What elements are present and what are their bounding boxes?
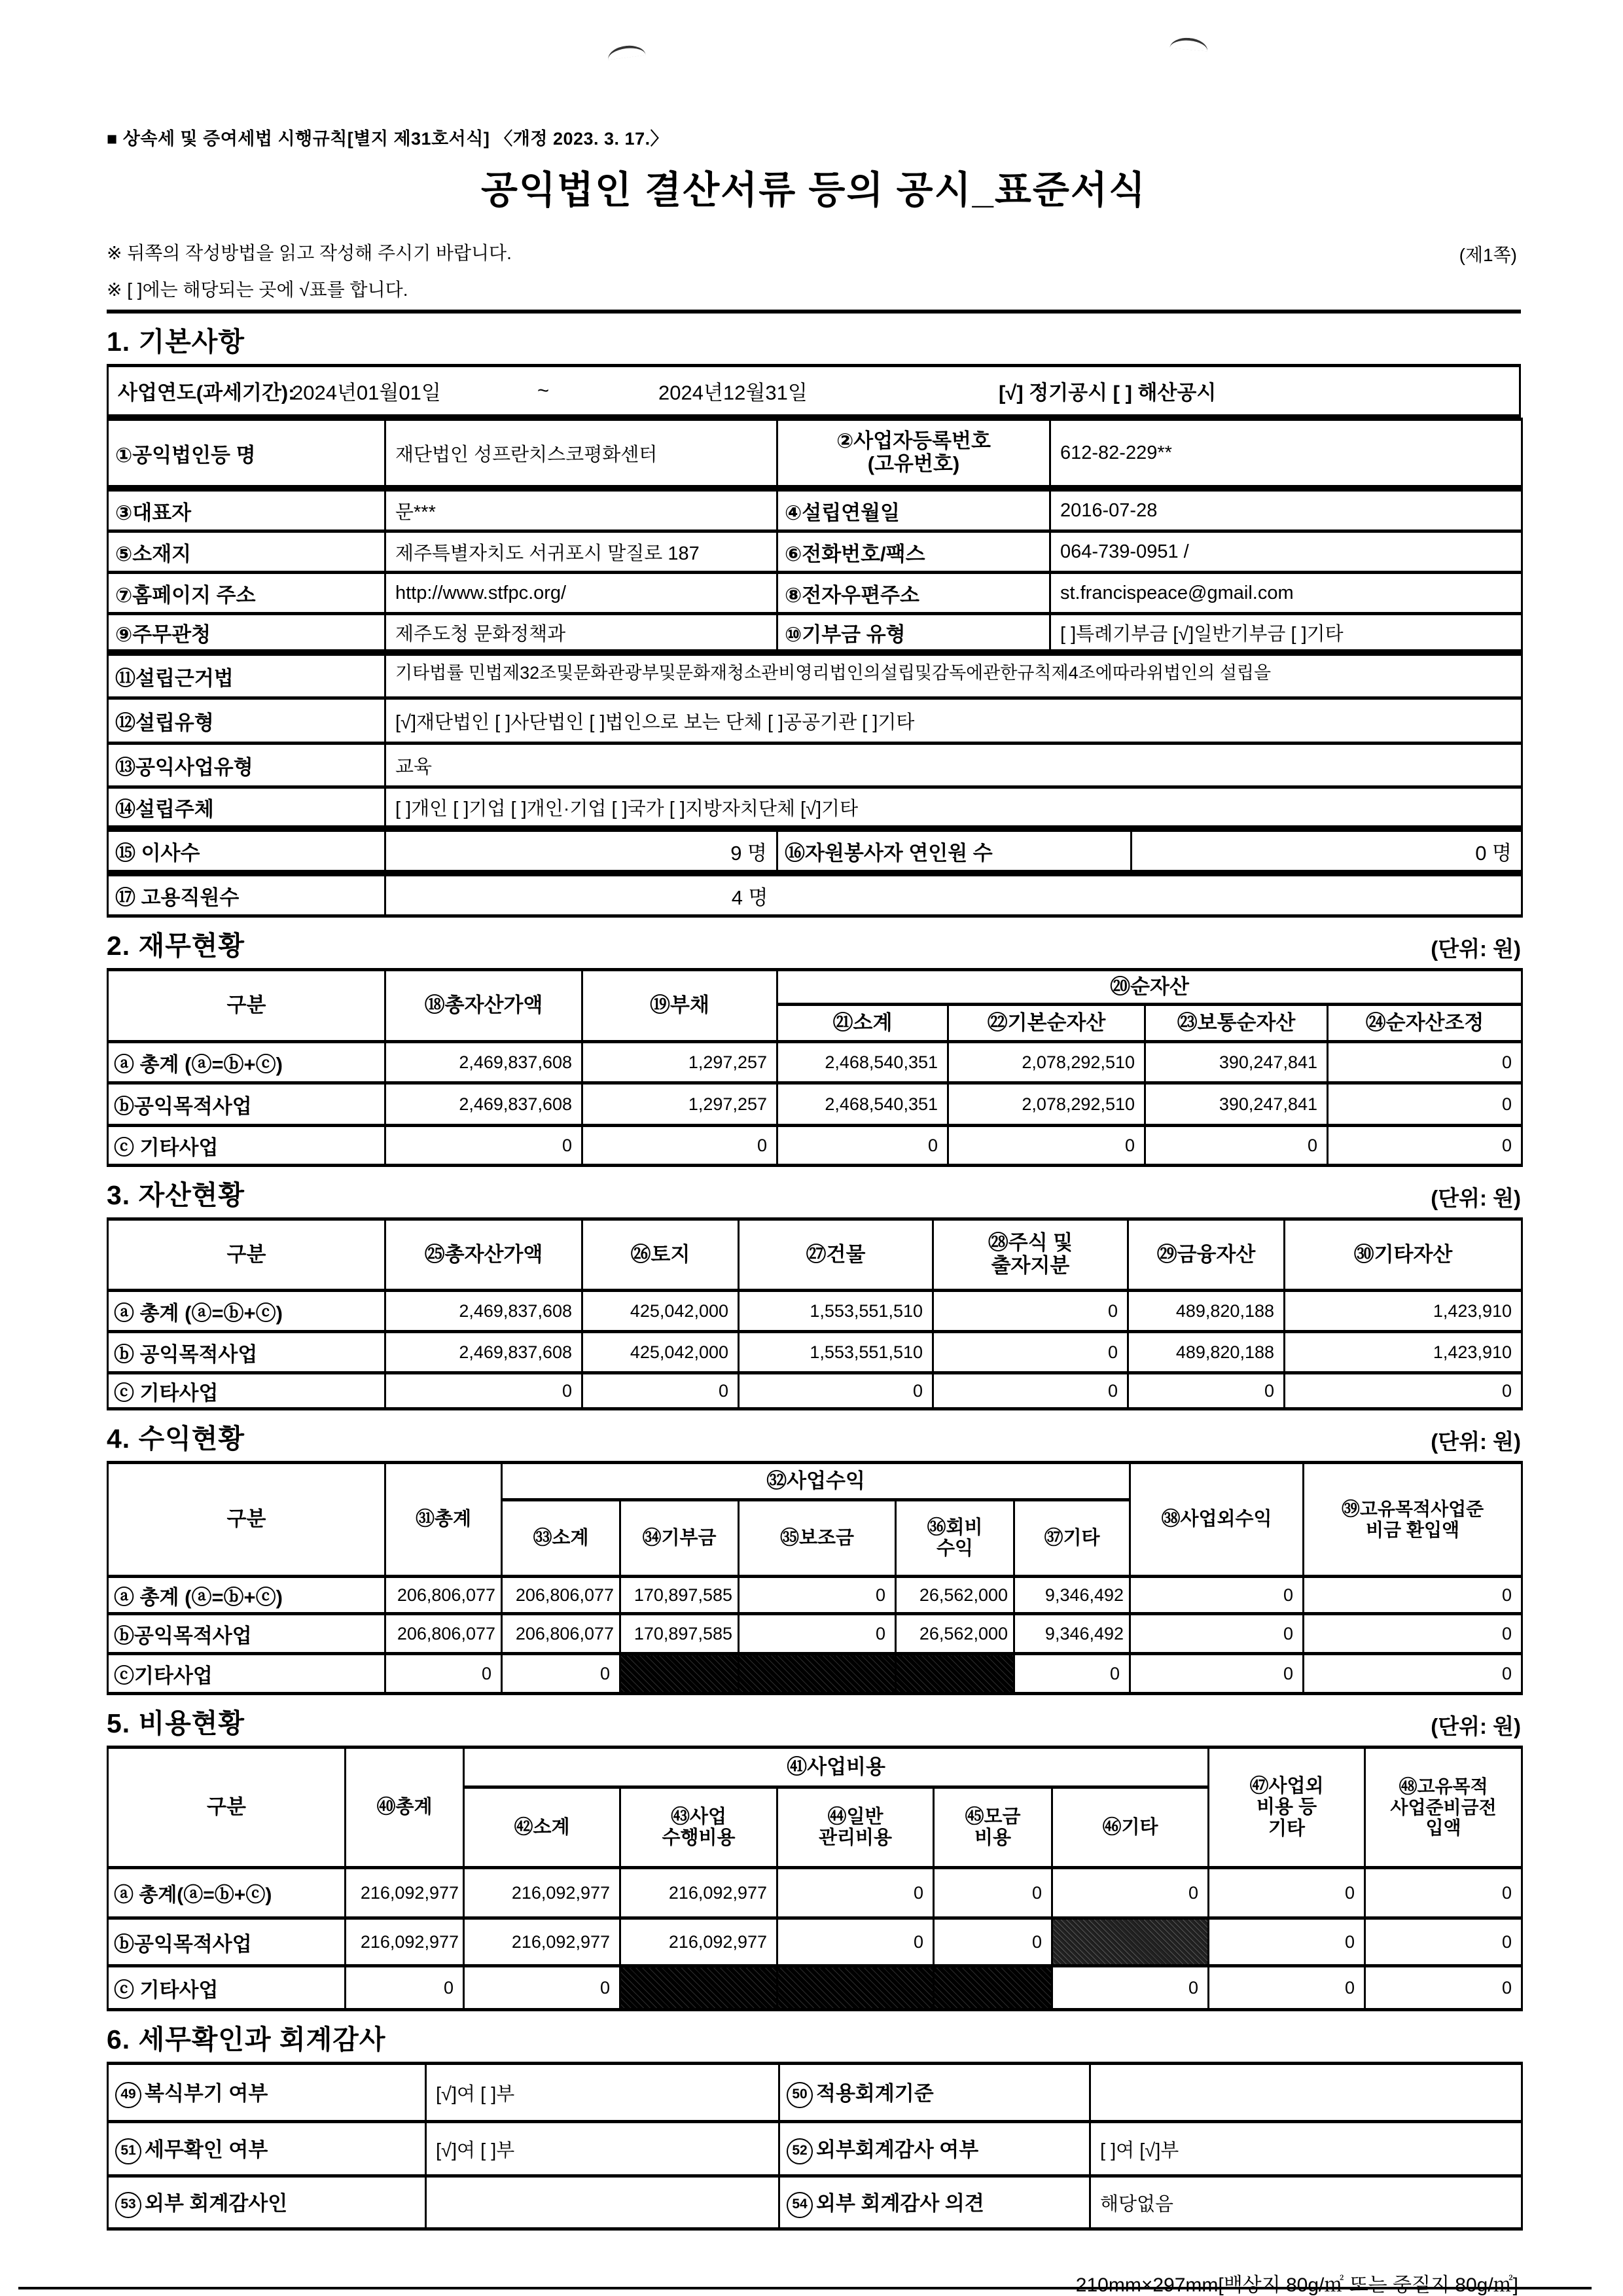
field-label: ③대표자 — [108, 490, 385, 531]
col-header-other: ㊻기타 — [1052, 1787, 1209, 1868]
label-line-2: 비용 등 — [1256, 1797, 1317, 1818]
field-value: 064-739-0951 / — [1050, 531, 1522, 573]
table-row — [108, 1042, 1522, 1083]
cell-value: 0 — [933, 1332, 1128, 1373]
label-line-3: 기타 — [1268, 1818, 1306, 1839]
cell-value: 0 — [1209, 1918, 1365, 1966]
section4-header — [107, 1417, 1521, 1456]
field-label: ⑨주무관청 — [108, 614, 385, 651]
col-header-non-business-expenses — [1209, 1748, 1365, 1868]
field-value-accounting-standard — [1090, 2064, 1522, 2122]
cell-value: 0 — [1052, 1868, 1209, 1918]
field-value-founder-type-checkboxes: [ ]개인 [ ]기업 [ ]개인·기업 [ ]국가 [ ]지방자치단체 [√]기타 — [385, 787, 1522, 827]
col-header-subtotal: ㉝소계 — [502, 1500, 620, 1577]
table-row — [108, 1614, 1522, 1654]
field-label-external-audit — [779, 2122, 1090, 2176]
col-header-subtotal: ㊷소계 — [464, 1787, 620, 1868]
field-label: ⑦홈페이지 주소 — [108, 573, 385, 614]
redacted-cell — [934, 1966, 1052, 2010]
label-line-1: ㊱회비 — [927, 1516, 983, 1538]
table-row — [108, 420, 1522, 487]
cell-value: 0 — [1014, 1654, 1130, 1694]
field-value-volunteers: 0 명 — [1132, 831, 1522, 872]
table-row — [108, 698, 1522, 744]
redacted-cell — [620, 1654, 739, 1694]
cell-value: 0 — [777, 1868, 934, 1918]
col-header-other-assets: ㉚기타자산 — [1285, 1219, 1522, 1291]
field-value: http://www.stfpc.org/ — [385, 573, 777, 614]
section4-unit-label: (단위: 원) — [1431, 1429, 1521, 1454]
table-row — [108, 1126, 1522, 1166]
cell-value: 170,897,585 — [620, 1577, 739, 1614]
period-start-date: 2024년01월01일 — [292, 381, 441, 404]
cell-value: 425,042,000 — [582, 1291, 739, 1332]
cell-value: 0 — [1130, 1614, 1304, 1654]
table-row — [108, 490, 1522, 531]
section3-table — [107, 1217, 1523, 1410]
cell-value: 0 — [1328, 1083, 1522, 1126]
cell-value: 216,092,977 — [620, 1918, 777, 1966]
field-label-volunteers: ⑯자원봉사자 연인원 수 — [777, 831, 1132, 872]
field-value: 제주특별자치도 서귀포시 말질로 187 — [385, 531, 777, 573]
circled-number: 54 — [787, 2192, 813, 2218]
field-value: 문*** — [385, 490, 777, 531]
label-line-3: 입액 — [1425, 1818, 1461, 1839]
cell-value: 216,092,977 — [346, 1918, 464, 1966]
cell-value: 0 — [1365, 1918, 1522, 1966]
cell-value: 9,346,492 — [1014, 1614, 1130, 1654]
label-line-2: (고유번호) — [867, 452, 960, 475]
cell-value: 0 — [777, 1126, 948, 1166]
empty-cell — [777, 875, 1522, 916]
col-header-building: ㉗건물 — [739, 1219, 933, 1291]
circled-number: 50 — [787, 2082, 813, 2108]
row-label: ⓒ 기타사업 — [108, 1966, 346, 2010]
cell-value: 206,806,077 — [385, 1614, 502, 1654]
row-label: ⓑ 공익목적사업 — [108, 1332, 385, 1373]
cell-value: 0 — [1285, 1373, 1522, 1409]
table-row — [108, 573, 1522, 614]
col-header-donations: ㉞기부금 — [620, 1500, 739, 1577]
label-line-1: ㊹일반 — [827, 1806, 883, 1827]
field-label-corp-name: ①공익법인등 명 — [108, 420, 385, 487]
row-label: ⓐ 총계 (ⓐ=ⓑ+ⓒ) — [108, 1577, 385, 1614]
cell-value: 1,553,551,510 — [739, 1291, 933, 1332]
disclosure-type-checkboxes: [√] 정기공시 [ ] 해산공시 — [999, 381, 1217, 404]
form-title: 공익법인 결산서류 등의 공시_표준서식 — [480, 169, 1147, 211]
col-header-membership-fees — [896, 1500, 1014, 1577]
field-label-text: 적용회계기준 — [816, 2082, 934, 2106]
cell-value: 390,247,841 — [1145, 1042, 1328, 1083]
circled-number: 51 — [115, 2138, 141, 2164]
section3-heading: 3. 자산현황 — [107, 1180, 245, 1210]
header-row — [108, 1748, 1522, 1787]
field-label: ⑬공익사업유형 — [108, 744, 385, 787]
row-label: ⓒ 기타사업 — [108, 1373, 385, 1409]
col-header-non-business-revenue: ㊳사업외수익 — [1130, 1463, 1304, 1577]
horizontal-rule — [107, 310, 1521, 314]
section1-pairs-table — [107, 488, 1523, 653]
label-line-1: ㊼사업외 — [1249, 1775, 1324, 1797]
cell-value: 390,247,841 — [1145, 1083, 1328, 1126]
section4-table — [107, 1461, 1523, 1695]
col-header-total-assets: ⑱총자산가액 — [385, 970, 582, 1042]
redacted-cell — [739, 1654, 896, 1694]
cell-value: 206,806,077 — [502, 1577, 620, 1614]
cell-value: 0 — [1130, 1654, 1304, 1694]
cell-value: 170,897,585 — [620, 1614, 739, 1654]
section2-table — [107, 968, 1523, 1167]
section1-employees-table — [107, 873, 1523, 918]
cell-value: 1,297,257 — [582, 1042, 777, 1083]
paper-spec-footer: 210mm×297mm[백상지 80g/㎡ 또는 중질지 80g/㎡] — [1075, 2274, 1518, 2296]
field-value-directors: 9 명 — [385, 831, 777, 872]
row-label: ⓒ 기타사업 — [108, 1126, 385, 1166]
row-label: ⓑ공익목적사업 — [108, 1083, 385, 1126]
header-row — [108, 970, 1522, 1005]
section1-period-table — [107, 364, 1521, 418]
label-line-2: 수익 — [936, 1538, 974, 1559]
section6-heading: 6. 세무확인과 회계감사 — [107, 2024, 386, 2054]
cell-value: 1,423,910 — [1285, 1332, 1522, 1373]
cell-value: 0 — [385, 1654, 502, 1694]
field-label-directors: ⑮ 이사수 — [108, 831, 385, 872]
col-header-fundraising-expenses — [934, 1787, 1052, 1868]
field-label: ⑧전자우편주소 — [777, 573, 1050, 614]
table-row — [108, 614, 1522, 651]
section1-header — [107, 320, 1521, 359]
cell-value: 2,468,540,351 — [777, 1042, 948, 1083]
field-label: ⑪설립근거법 — [108, 655, 385, 698]
label-line-1: ②사업자등록번호 — [836, 429, 991, 453]
col-header-other: ㊲기타 — [1014, 1500, 1130, 1577]
field-value-external-audit: [ ]여 [√]부 — [1090, 2122, 1522, 2176]
field-label-text: 세무확인 여부 — [145, 2138, 268, 2162]
cell-value: 0 — [582, 1373, 739, 1409]
col-header-subsidies: ㉟보조금 — [739, 1500, 896, 1577]
section1-row1-table — [107, 418, 1523, 488]
col-header-admin-expenses — [777, 1787, 934, 1868]
col-header-gubun: 구분 — [108, 970, 385, 1042]
cell-value: 425,042,000 — [582, 1332, 739, 1373]
cell-value: 0 — [933, 1373, 1128, 1409]
col-header-total: ㊵총계 — [346, 1748, 464, 1868]
cell-value: 0 — [1209, 1868, 1365, 1918]
section6-table — [107, 2062, 1523, 2231]
header-row — [108, 1463, 1522, 1500]
col-header-liabilities: ⑲부채 — [582, 970, 777, 1042]
section5-unit-label: (단위: 원) — [1431, 1714, 1521, 1738]
circled-number: 52 — [787, 2138, 813, 2164]
field-value: 2016-07-28 — [1050, 490, 1522, 531]
col-header-total: ㉛총계 — [385, 1463, 502, 1577]
col-header-land: ㉖토지 — [582, 1219, 739, 1291]
table-row — [108, 787, 1522, 827]
label-line-1: ㊴고유목적사업준 — [1341, 1499, 1484, 1520]
field-value-donation-type: [ ]특례기부금 [√]일반기부금 [ ]기타 — [1050, 614, 1522, 651]
cell-value: 9,346,492 — [1014, 1577, 1130, 1614]
field-label-text: 외부 회계감사인 — [145, 2192, 288, 2215]
regulation-note: ■ 상속세 및 증여세법 시행규칙[별지 제31호서식] 〈개정 2023. 3. 17.〉 — [107, 129, 669, 149]
field-label: ④설립연월일 — [777, 490, 1050, 531]
cell-value: 216,092,977 — [464, 1868, 620, 1918]
cell-value: 2,469,837,608 — [385, 1083, 582, 1126]
cell-value: 216,092,977 — [346, 1868, 464, 1918]
cell-value: 0 — [1145, 1126, 1328, 1166]
cell-value: 0 — [1328, 1042, 1522, 1083]
cell-value: 0 — [739, 1614, 896, 1654]
cell-value: 216,092,977 — [464, 1918, 620, 1966]
cell-value: 1,423,910 — [1285, 1291, 1522, 1332]
cell-value: 0 — [502, 1654, 620, 1694]
cell-value: 0 — [1328, 1126, 1522, 1166]
cell-value: 26,562,000 — [896, 1614, 1014, 1654]
label-line-2: 비금 환입액 — [1366, 1519, 1460, 1540]
section5-heading: 5. 비용현황 — [107, 1708, 245, 1738]
field-value-employees: 4 명 — [385, 875, 777, 916]
section5-table — [107, 1746, 1523, 2011]
field-label-audit-opinion — [779, 2176, 1090, 2229]
col-header-ordinary-net: ㉓보통순자산 — [1145, 1005, 1328, 1042]
row-label: ⓑ공익목적사업 — [108, 1614, 385, 1654]
field-value-corp-name: 재단법인 성프란치스코평화센터 — [385, 420, 777, 487]
cell-value: 0 — [1365, 1966, 1522, 2010]
label-line-2: 비용 — [974, 1827, 1012, 1848]
redacted-cell — [777, 1966, 934, 2010]
instruction-note-2: ※ [ ]에는 해당되는 곳에 √표를 합니다. — [107, 279, 408, 300]
row-label: ⓒ기타사업 — [108, 1654, 385, 1694]
instruction-note-1: ※ 뒤쪽의 작성방법을 읽고 작성해 주시기 바랍니다. — [107, 243, 512, 263]
field-value-double-entry: [√]여 [ ]부 — [426, 2064, 779, 2122]
field-label: ⑫설립유형 — [108, 698, 385, 744]
field-label-double-entry — [108, 2064, 426, 2122]
table-row — [108, 2064, 1522, 2122]
field-value-business-type: 교육 — [385, 744, 1522, 787]
cell-value: 0 — [1052, 1966, 1209, 2010]
cell-value: 2,078,292,510 — [948, 1042, 1145, 1083]
field-label-text: 외부 회계감사 의견 — [816, 2192, 984, 2215]
section1-counts-table — [107, 829, 1523, 873]
row-label: ⓑ공익목적사업 — [108, 1918, 346, 1966]
circled-number: 49 — [115, 2082, 141, 2108]
cell-value: 0 — [934, 1918, 1052, 1966]
form-content — [107, 0, 1521, 2296]
field-value-tax-confirmation: [√]여 [ ]부 — [426, 2122, 779, 2176]
cell-value: 0 — [464, 1966, 620, 2010]
section1-heading: 1. 기본사항 — [107, 327, 245, 357]
label-line-1: ㊽고유목적 — [1399, 1776, 1488, 1797]
cell-value: 489,820,188 — [1128, 1332, 1285, 1373]
table-row — [108, 2122, 1522, 2176]
col-header-stocks — [933, 1219, 1128, 1291]
label-line-2: 관리비용 — [818, 1827, 893, 1848]
field-value-external-auditor — [426, 2176, 779, 2229]
table-row — [108, 1868, 1522, 1918]
row-label: ⓐ 총계(ⓐ=ⓑ+ⓒ) — [108, 1868, 346, 1918]
cell-value: 0 — [1304, 1577, 1522, 1614]
field-value: st.francispeace@gmail.com — [1050, 573, 1522, 614]
field-label-employees: ⑰ 고용직원수 — [108, 875, 385, 916]
field-label-external-auditor — [108, 2176, 426, 2229]
row-label: ⓐ 총계 (ⓐ=ⓑ+ⓒ) — [108, 1291, 385, 1332]
cell-value: 206,806,077 — [502, 1614, 620, 1654]
field-label-text: 외부회계감사 여부 — [816, 2138, 979, 2162]
col-header-program-expenses — [620, 1787, 777, 1868]
section3-unit-label: (단위: 원) — [1431, 1186, 1521, 1210]
label-line-2: 사업준비금전 — [1390, 1797, 1497, 1818]
table-row — [108, 655, 1522, 698]
cell-value: 0 — [1365, 1868, 1522, 1918]
cell-value: 0 — [777, 1918, 934, 1966]
section5-header — [107, 1702, 1521, 1740]
field-label-accounting-standard — [779, 2064, 1090, 2122]
cell-value: 216,092,977 — [620, 1868, 777, 1918]
field-value-entity-type-checkboxes: [√]재단법인 [ ]사단법인 [ ]법인으로 보는 단체 [ ]공공기관 [ ]기타 — [385, 698, 1522, 744]
circled-number: 53 — [115, 2192, 141, 2218]
table-row — [108, 2176, 1522, 2229]
table-row — [108, 875, 1522, 916]
section4-heading: 4. 수익현황 — [107, 1424, 245, 1454]
cell-value: 0 — [1128, 1373, 1285, 1409]
header-row — [108, 1219, 1522, 1291]
row-label: ⓐ 총계 (ⓐ=ⓑ+ⓒ) — [108, 1042, 385, 1083]
cell-value: 2,469,837,608 — [385, 1291, 582, 1332]
cell-value: 0 — [739, 1373, 933, 1409]
field-label: ⑩기부금 유형 — [777, 614, 1050, 651]
cell-value: 0 — [1304, 1614, 1522, 1654]
cell-value: 0 — [346, 1966, 464, 2010]
col-header-gubun: 구분 — [108, 1463, 385, 1577]
section3-header — [107, 1174, 1521, 1212]
cell-value: 2,078,292,510 — [948, 1083, 1145, 1126]
label-line-1: ㊸사업 — [670, 1806, 727, 1827]
cell-value: 0 — [1209, 1966, 1365, 2010]
cell-value: 206,806,077 — [385, 1577, 502, 1614]
field-label: ⑤소재지 — [108, 531, 385, 573]
table-row — [108, 1918, 1522, 1966]
col-header-net-assets: ⑳순자산 — [777, 970, 1522, 1005]
cell-value: 0 — [1304, 1654, 1522, 1694]
cell-value: 1,553,551,510 — [739, 1332, 933, 1373]
field-value-business-reg-no: 612-82-229** — [1050, 420, 1522, 487]
redacted-cell — [896, 1654, 1014, 1694]
cell-value: 0 — [385, 1126, 582, 1166]
col-header-business-expenses: ㊶사업비용 — [464, 1748, 1209, 1787]
label-line-1: ㊺모금 — [965, 1806, 1021, 1827]
table-row — [108, 1373, 1522, 1409]
col-header-net-adjust: ㉔순자산조정 — [1328, 1005, 1522, 1042]
period-end-date: 2024년12월31일 — [658, 381, 808, 404]
col-header-gubun: 구분 — [108, 1748, 346, 1868]
field-label: ⑥전화번호/팩스 — [777, 531, 1050, 573]
cell-value: 0 — [1130, 1577, 1304, 1614]
label-line-1: ㉘주식 및 — [988, 1231, 1073, 1255]
section1-full-rows-table — [107, 653, 1523, 829]
table-row — [108, 531, 1522, 573]
section6-header — [107, 2018, 1521, 2056]
label-line-2: 수행비용 — [662, 1827, 736, 1848]
table-row — [108, 831, 1522, 872]
cell-value: 0 — [933, 1291, 1128, 1332]
field-value-founding-law: 기타법률 민법제32조및문화관광부및문화재청소관비영리법인의설립및감독에관한규칙제4조에따라위법인의 설립을 — [385, 655, 1522, 698]
field-value: 제주도청 문화정책과 — [385, 614, 777, 651]
section2-unit-label: (단위: 원) — [1431, 937, 1521, 961]
cell-value: 489,820,188 — [1128, 1291, 1285, 1332]
cell-value: 0 — [948, 1126, 1145, 1166]
cell-value: 2,468,540,351 — [777, 1083, 948, 1126]
col-header-subtotal: ㉑소계 — [777, 1005, 948, 1042]
table-row — [108, 1966, 1522, 2010]
cell-value: 0 — [934, 1868, 1052, 1918]
page-number-marker: (제1쪽) — [1459, 245, 1517, 265]
field-label-text: 복식부기 여부 — [145, 2082, 268, 2106]
cell-value: 26,562,000 — [896, 1577, 1014, 1614]
period-cell — [108, 366, 1520, 416]
field-label-business-reg-no — [777, 420, 1050, 487]
col-header-reserve-transfer — [1365, 1748, 1522, 1868]
cell-value: 0 — [582, 1126, 777, 1166]
table-row — [108, 1577, 1522, 1614]
period-tilde: ~ — [537, 379, 550, 402]
table-row — [108, 1332, 1522, 1373]
cell-value: 2,469,837,608 — [385, 1042, 582, 1083]
redacted-cell — [620, 1966, 777, 2010]
table-row — [108, 1291, 1522, 1332]
table-row — [108, 1083, 1522, 1126]
cell-value: 2,469,837,608 — [385, 1332, 582, 1373]
col-header-gubun: 구분 — [108, 1219, 385, 1291]
field-value-audit-opinion: 해당없음 — [1090, 2176, 1522, 2229]
col-header-basic-net: ㉒기본순자산 — [948, 1005, 1145, 1042]
cell-value: 0 — [739, 1577, 896, 1614]
label-line-2: 출자지분 — [991, 1254, 1070, 1277]
period-row — [108, 366, 1520, 416]
redacted-cell — [1052, 1918, 1209, 1966]
table-row — [108, 1654, 1522, 1694]
cell-value: 0 — [385, 1373, 582, 1409]
table-row — [108, 744, 1522, 787]
section2-header — [107, 924, 1521, 963]
field-label: ⑭설립주체 — [108, 787, 385, 827]
period-label: 사업연도(과세기간): — [118, 381, 295, 404]
col-header-reserve-reversal — [1304, 1463, 1522, 1577]
cell-value: 1,297,257 — [582, 1083, 777, 1126]
col-header-financial-assets: ㉙금융자산 — [1128, 1219, 1285, 1291]
col-header-total-assets: ㉕총자산가액 — [385, 1219, 582, 1291]
field-label-tax-confirmation — [108, 2122, 426, 2176]
col-header-business-revenue: ㉜사업수익 — [502, 1463, 1130, 1500]
section2-heading: 2. 재무현황 — [107, 931, 245, 961]
